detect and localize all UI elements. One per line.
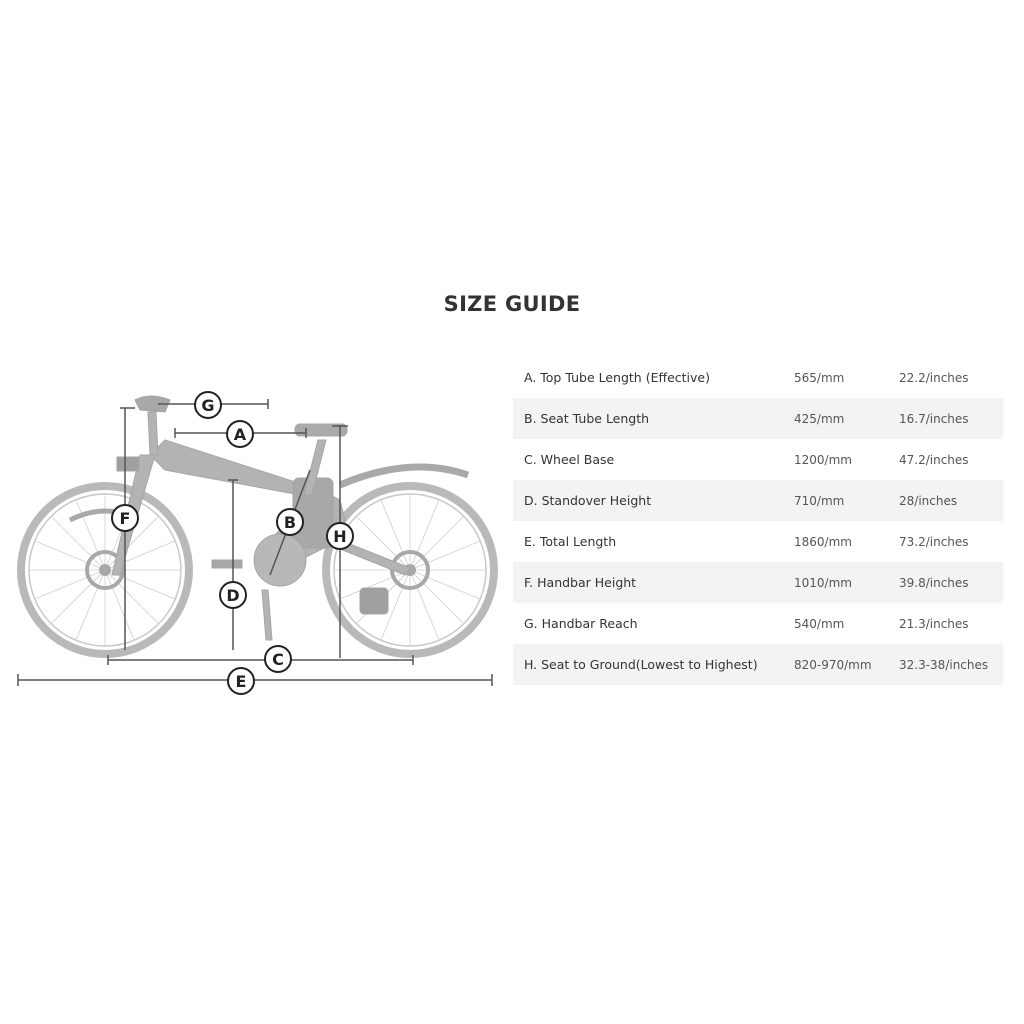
row-inches: 39.8/inches — [899, 575, 969, 590]
table-row — [513, 480, 1003, 521]
table-row — [513, 357, 1003, 398]
row-inches: 32.3-38/inches — [899, 657, 989, 672]
table-row — [513, 644, 1003, 685]
table-row — [513, 521, 1003, 562]
marker-c-label: C — [272, 650, 284, 669]
row-label: H. Seat to Ground(Lowest to Highest) — [524, 657, 758, 672]
row-inches: 47.2/inches — [899, 452, 969, 467]
row-mm: 1200/mm — [794, 452, 852, 467]
row-inches: 22.2/inches — [899, 370, 969, 385]
row-mm: 425/mm — [794, 411, 845, 426]
page-title: SIZE GUIDE — [443, 292, 581, 316]
table-row — [513, 398, 1003, 439]
row-label: D. Standover Height — [524, 493, 652, 508]
row-label: E. Total Length — [524, 534, 617, 549]
row-mm: 710/mm — [794, 493, 845, 508]
size-table — [513, 357, 1003, 685]
row-label: A. Top Tube Length (Effective) — [524, 370, 710, 385]
marker-d-label: D — [226, 586, 240, 605]
table-row — [513, 603, 1003, 644]
row-inches: 28/inches — [899, 493, 958, 508]
marker-h-label: H — [333, 527, 347, 546]
marker-b-label: B — [283, 513, 297, 532]
marker-a-label: A — [233, 425, 247, 444]
marker-g-label: G — [201, 396, 215, 415]
row-mm: 1860/mm — [794, 534, 852, 549]
row-mm: 540/mm — [794, 616, 845, 631]
row-mm: 1010/mm — [794, 575, 852, 590]
marker-e-label: E — [235, 672, 247, 691]
row-label: G. Handbar Reach — [524, 616, 638, 631]
marker-f-label: F — [119, 509, 131, 528]
row-mm: 565/mm — [794, 370, 845, 385]
row-label: F. Handbar Height — [524, 575, 637, 590]
row-label: B. Seat Tube Length — [524, 411, 650, 426]
bike-diagram — [0, 370, 510, 710]
row-inches: 73.2/inches — [899, 534, 969, 549]
row-label: C. Wheel Base — [524, 452, 615, 467]
row-inches: 21.3/inches — [899, 616, 969, 631]
table-row — [513, 439, 1003, 480]
row-inches: 16.7/inches — [899, 411, 969, 426]
row-mm: 820-970/mm — [794, 657, 872, 672]
rear-wheel — [326, 486, 494, 654]
table-row — [513, 562, 1003, 603]
